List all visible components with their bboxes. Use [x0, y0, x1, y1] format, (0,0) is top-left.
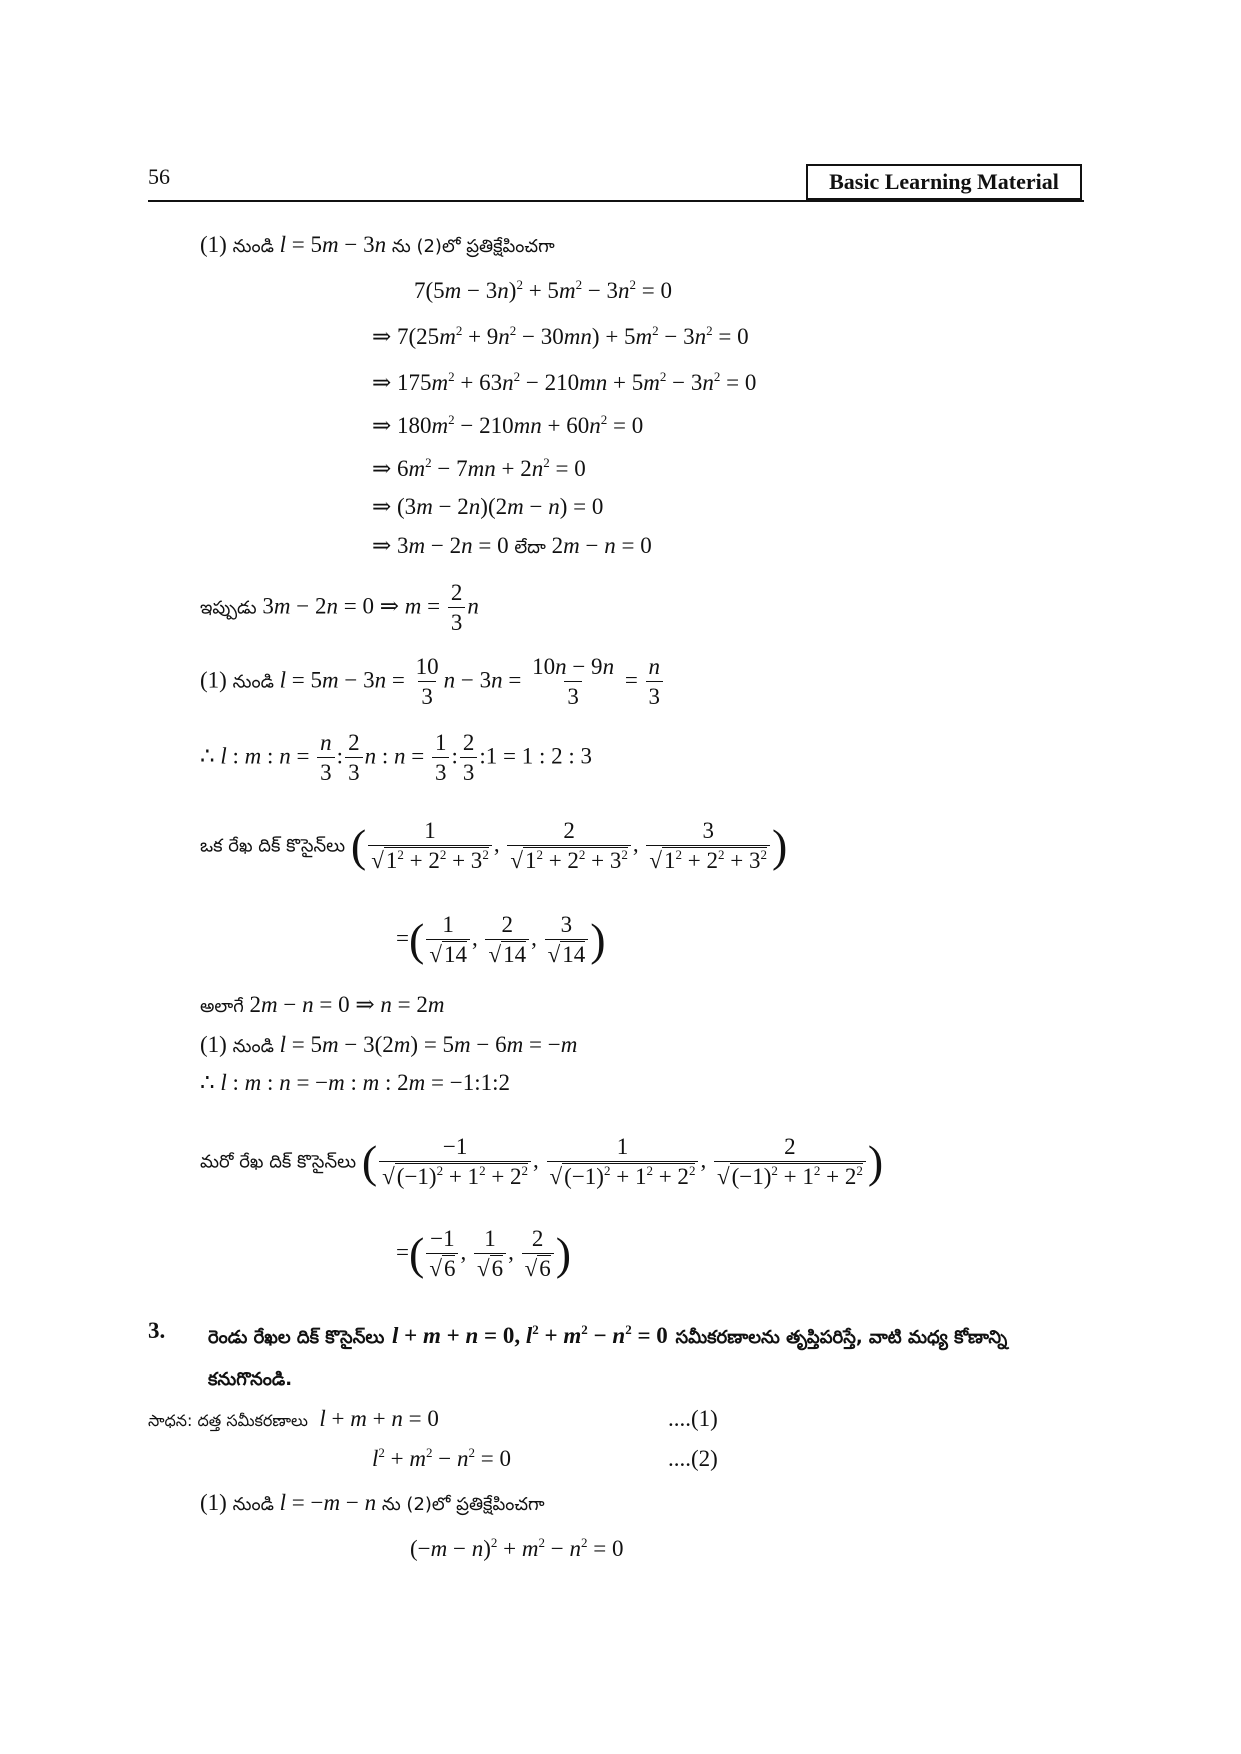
equation-line-10: (1) నుండి l = 5m − 3n = $\frac{10}{3}$ n − 3n = $\frac{10n - 9n}{3}$ = $\frac{n}{3}$ — [200, 654, 665, 710]
line-1: (1) నుండి l = 5m − 3n ను (2)లో ప్రతిక్షేపించగా — [200, 232, 555, 257]
solution-line-3: (1) నుండి l = −m − n ను (2)లో ప్రతిక్షేపించగా — [200, 1490, 545, 1515]
equation-line-4: ⇒ $175m^2 + 63n^2 - 210mn + 5m^2 - 3n^2 = 0$ — [372, 369, 757, 395]
direction-cosines-line-1: ఒక రేఖ దిక్ కొసైన్‌లు ( $\frac{1}{√1^2 + 2^2 + 3^2}$ , $\frac{2}{√1^2 + 2^2 + 3^2}$ , $\frac{3}{√1^2 + 2^2 + 3^2}$ ) — [200, 818, 788, 873]
page-number: 56 — [148, 164, 170, 189]
equation-line-14: అలాగే 2m − n = 0 ⇒ n = 2m — [200, 992, 445, 1017]
equation-line-15: (1) నుండి l = 5m − 3(2m) = 5m − 6m = −m — [200, 1032, 578, 1057]
solution-line-4: $(-m - n)^2 + m^2 - n^2 = 0$ — [410, 1535, 624, 1561]
direction-cosines-result-2: =( $\frac{-1}{√6}$ , $\frac{1}{√6}$ , $\frac{2}{√6}$ ) — [396, 1226, 572, 1281]
equation-line-6: ⇒ $6m^2 - 7mn + 2n^2 = 0$ — [372, 455, 586, 481]
direction-cosines-line-2: మరో రేఖ దిక్ కొసైన్‌లు ( $\frac{-1}{√(-1)^2 + 1^2 + 2^2}$ , $\frac{1}{√(-1)^2 + 1^2 + 2^2}$ , $\frac{2}{√(-1)^2 + 1^2 + 2^2}$ ) — [200, 1134, 884, 1189]
equation-line-5: ⇒ $180m^2 - 210mn + 60n^2 = 0$ — [372, 412, 644, 438]
equation-line-11: ∴ l : m : n = $\frac{n}{3}$ : $\frac{2}{3}$ n : n = $\frac{1}{3}$ : $\frac{2}{3}$ :1 = 1 : 2 : 3 — [200, 730, 592, 785]
equation-line-16: ∴ l : m : n = −m : m : 2m = −1:1:2 — [200, 1070, 511, 1095]
solution-line-1: సాధన: దత్త సమీకరణాలు l + m + n = 0 — [148, 1406, 439, 1431]
solution-line-2: $l^2 + m^2 - n^2 = 0$ — [372, 1445, 511, 1471]
equation-line-8: ⇒ 3m − 2n = 0 లేదా 2m − n = 0 — [372, 533, 652, 558]
equation-line-3: ⇒ $7(25m^2 + 9n^2 - 30mn) + 5m^2 - 3n^2 = 0$ — [372, 323, 749, 349]
question-number: 3. — [148, 1318, 166, 1343]
equation-line-2: $7(5m - 3n)^2 + 5m^2 - 3n^2 = 0$ — [414, 277, 673, 303]
equation-line-7: ⇒ (3m − 2n)(2m − n) = 0 — [372, 494, 604, 519]
equation-line-9: ఇప్పుడు 3m − 2n = 0 ⇒ m = $\frac{2}{3}$ n — [200, 580, 479, 635]
question-text: రెండు రేఖల దిక్ కొసైన్‌లు l + m + n = 0, $l^2 + m^2 - n^2 = 0$ సమీకరణాలను తృప్తిపరిస్తే, వాటి మధ్య కోణాన్ని కనుగొనండి. — [208, 1322, 1008, 1390]
equation-tag-1: ....(1) — [668, 1406, 718, 1431]
header-rule — [148, 200, 1084, 202]
equation-tag-2: ....(2) — [668, 1446, 718, 1471]
direction-cosines-result-1: =( $\frac{1}{√14}$ , $\frac{2}{√14}$ , $\frac{3}{√14}$ ) — [396, 912, 606, 967]
running-header: Basic Learning Material — [806, 164, 1082, 200]
